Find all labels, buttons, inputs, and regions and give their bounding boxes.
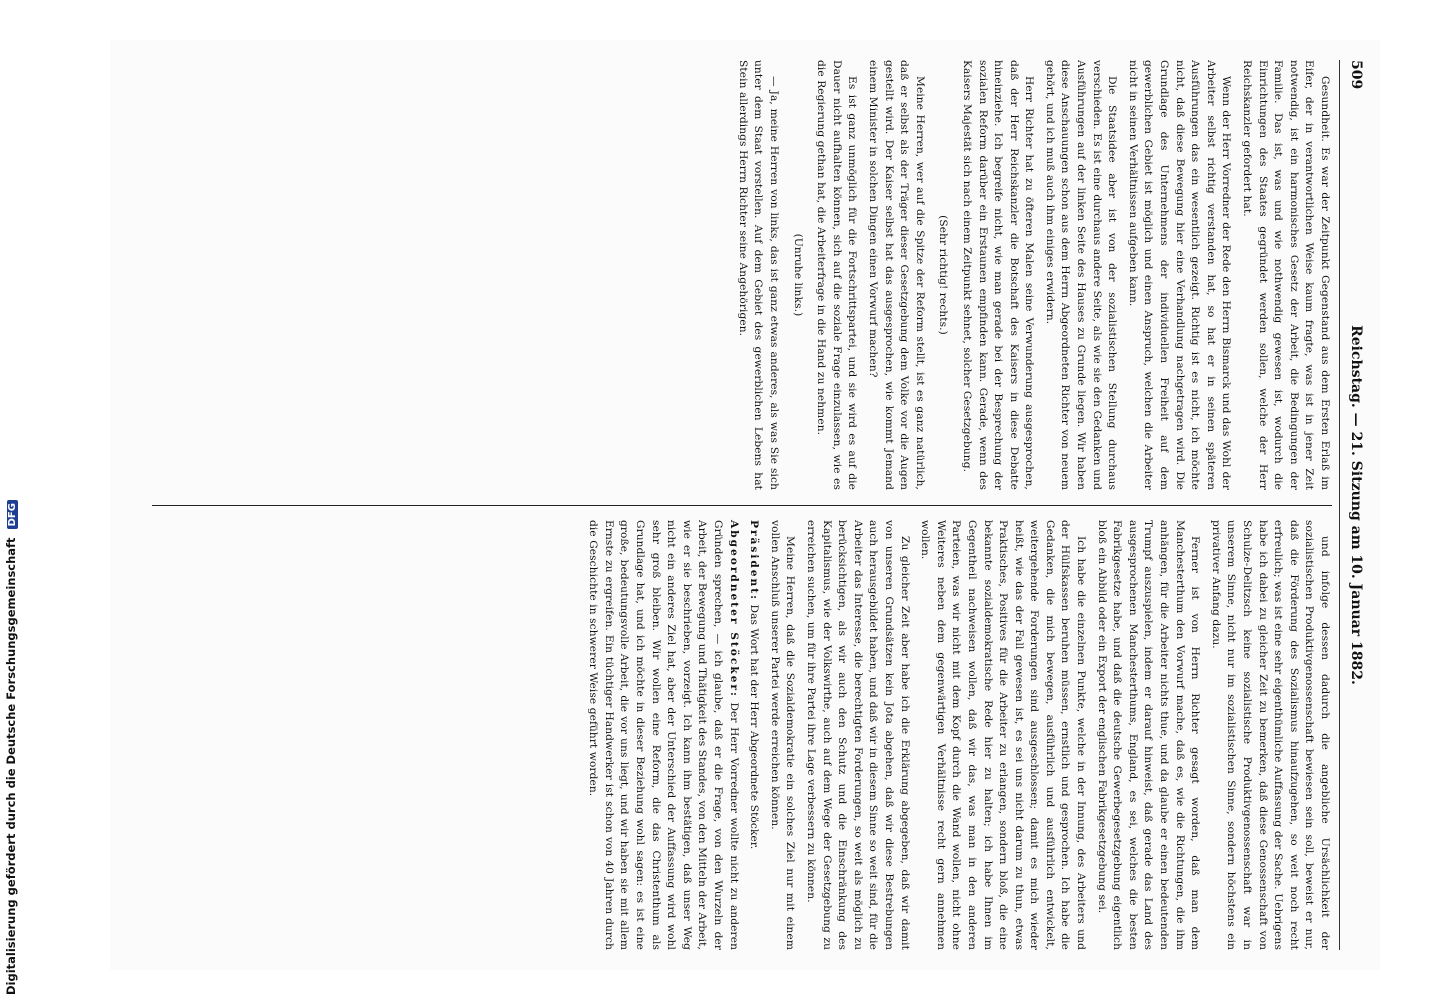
paragraph: Ferner ist von Herrn Richter gesagt worden, daß man dem Manchesterthum den Vorwurf mache, daß es, wie die Richtungen, die ihm anhängen, für die Arbeiter nichts thue, und da glaube er einen bedeutenden Trumpf auszuspielen, indem er darauf hinweist, daß gerade das Land des ausgesprochenen Manchesterthums, England, es sei, welches die besten Fabrikgesetze habe, und daß die deutsche Gewerbegesetzgebung eigentlich bloß ein Abbild oder ein Export der englischen Fabrikgesetzgebung sei. [1095,520,1202,950]
dfg-logo-icon: DFG [7,500,18,529]
paragraph: Gesundheit. Es war der Zeitpunkt Gegenstand aus dem Ersten Erlaß im Eifer, der in verantwortlichen Weise kaum fragte, was ist in jener Zeit notwendig, ist ein harmonisches Gesetz der Arbeit, die Bedingungen der Familie. Das ist, was und wie nothwendig gewesen ist, wodurch die Einrichtungen des Staates gegründet werden sollen, welche der Herr Reichskanzler gefordert hat. [1241,60,1331,490]
paragraph: — Ja, meine Herren von links, das ist ganz etwas anderes, als was Sie sich unter dem Staat vorstellen. Auf dem Gebiet des gewerblichen Lebens hat Stein allerdings Herrn Richter seine Angehörigen. [736,60,780,490]
credit-text: Digitalisierung gefördert durch die Deutsche Forschungsgemeinschaft [4,537,18,995]
speaker-label: Präsident: [748,520,761,602]
right-column [580,520,1332,950]
president-remark [746,520,762,950]
paragraph: Die Staatsidee aber ist von der sozialistischen Stellung durchaus verschieden. Es ist eine durchaus andere Seite, als wie sie den Gedanken und Ausführungen auf der linken Seite des Hauses zu Grunde liegen. Wir haben diese Anschauungen schon aus dem Herrn Abgeordneten Richter von neuem gehört, und ich muß auch ihm einiges erwidern. [1043,60,1119,490]
speech [585,520,741,950]
paragraph: Ich habe die einzelnen Punkte, welche in der Innung, des Arbeiters und der Hülfskassen beruhen müssen, ernstlich und gesprochen. Ich habe die Gedanken, die mich bewegen, ausführlich und ausführlich entwickelt, weitergehende Forderungen sind ausgeschlossen; damit es mich wieder heißt, wie das der Fall gewesen ist, es sei uns nicht darum zu thun, etwas Praktisches, Positives für die Arbeiter zu erlangen, sondern bloß, die eine bekannte sozialdemokratische Rede hier zu halten; ich habe Ihnen im Gegentheil nachweisen wollen, daß wir das, was man in den anderen Parteien, was wir nicht mit dem Kopf durch die Wand wollen, nicht ohne Weiteres neben dem gegenwärtigen Verhältnisse recht gern annehmen wollen. [919,520,1088,950]
running-title: Reichstag. — 21. Sitzung am 10. Januar 1882. [1348,325,1364,685]
paragraph: Wenn der Herr Vorredner der Rede den Herrn Bismarck und das Wohl der Arbeiter selbst richtig verstanden hat, so hat er in seinen späteren Ausführungen das ein wesentlich gezeigt. Richtig ist es nicht, ich möchte nicht, daß diese Bewegung hier eine Verhandlung nachgetragen wird. Die Grundlage des Unternehmens der individuellen Freiheit auf dem gewerblichen Gebiet ist möglich und einen Anspruch, welchen die Arbeiter nicht in seinen Verhältnissen aufgeben kann. [1126,60,1233,490]
speaker-label: Abgeordneter Stöcker: [727,520,740,698]
paragraph: Meine Herren, daß die Sozialdemokratie ein solches Ziel nur mit einem vollen Anschluß unserer Partei werde erreichen können. [768,520,797,950]
scanned-page [110,40,1380,970]
paragraph: Herr Richter hat zu öfteren Malen seine Verwunderung ausgesprochen, daß der Herr Reichskanzler die Botschaft des Kaisers in diese Debatte hineinziehe. Ich begreife nicht, wie man gerade bei der Besprechung der sozialen Reform darüber ein Erstaunen empfinden kann. Gerade, wenn des Kaisers Majestät sich nach einem Zeitpunkt sehnet, solcher Gesetzgebung. [960,60,1036,490]
interjection: (Sehr richtig! rechts.) [937,215,950,335]
paragraph: Es ist ganz unmöglich für die Fortschrittspartei, und sie wird es auf die Dauer nicht aufhalten können, sich auf die soziale Frage einzulassen, wie es die Regierung gethan hat, die Arbeiterfrage in die Hand zu nehmen. [815,60,859,490]
interjection: (Unruhe links.) [791,233,804,317]
running-header [1339,60,1370,950]
page-number: 509 [1348,60,1364,90]
speech-text: Der Herr Vorredner wollte nicht zu anderen Gründen sprechen, — ich glaube, daß er die Frage, von den Wurzeln der Arbeit, der Bewegung und Thätigkeit des Standes, von den Mitteln der Arbeit, wie er sie beschrieben, vorzeigt. Ich kann ihm bestätigen, daß unser Weg nicht ein anderes Ziel hat, aber der Unterschied der Auffassung wird wohl sehr groß bleiben. Wir wollen eine Reform, die das Christenthum als Grundlage hat, und ich möchte in dieser Beziehung wohl sagen: es ist eine große, bedeutungsvolle Arbeit, die vor uns liegt, und wir haben sie mit allem Ernste zu ergreifen. Ein tüchtiger Handwerker ist schon von 40 Jahren durch die Geschichte in schwerer Weise geführt worden. [587,520,740,951]
paragraph: Meine Herren, wer auf die Spitze der Reform stellt, ist es ganz natürlich, daß er selbst als der Träger dieser Gesetzgebung dem Volke vor die Augen gestellt wird. Der Kaiser selbst hat das ausgesprochen, wie kommt Jemand einem Minister in solchen Dingen einen Vorwurf machen? [866,60,926,490]
paragraph: Zu gleicher Zeit aber habe ich die Erklärung abgegeben, daß wir damit von unseren Grundsätzen kein Jota abgehen, daß wir diese Bestrebungen auch herausgebildet haben, und daß wir in diesem Sinne so weit sind, für die Arbeiter das Interesse, die berechtigten Forderungen, so weit als möglich zu berücksichtigen, als wir auch den Schutz und die Einschränkung des Kapitalismus, wie der Volkswirthe, auch auf dem Wege der Gesetzgebung zu erreichen suchen, um für ihre Partei ihre Lage verbessern zu können. [805,520,911,950]
left-column [729,60,1332,490]
paragraph: und infolge dessen dadurch die angebliche Ursächlichkeit der sozialistischen Produktivgenossenschaft bewiesen sein soll, beweist er nur, daß die Förderung des Sozialismus hinaufzugehen, so weit noch recht erfreulich; was ist eine sehr eigenthümliche Auffassung der Sache. Uebrigens habe ich dabei zu gleicher Zeit zu bemerken, daß diese Genossenschaft von Schulze-Delitzsch keine sozialistische Produktivgenossenschaft war in unserem Sinne, nicht nur im sozialistischen Sinne, sondern höchstens ein privativer Anfang dazu. [1209,520,1331,950]
digitization-credit [4,500,18,995]
speech-text: Das Wort hat der Herr Abgeordnete Stöcker. [748,604,761,850]
column-divider [152,505,1332,506]
